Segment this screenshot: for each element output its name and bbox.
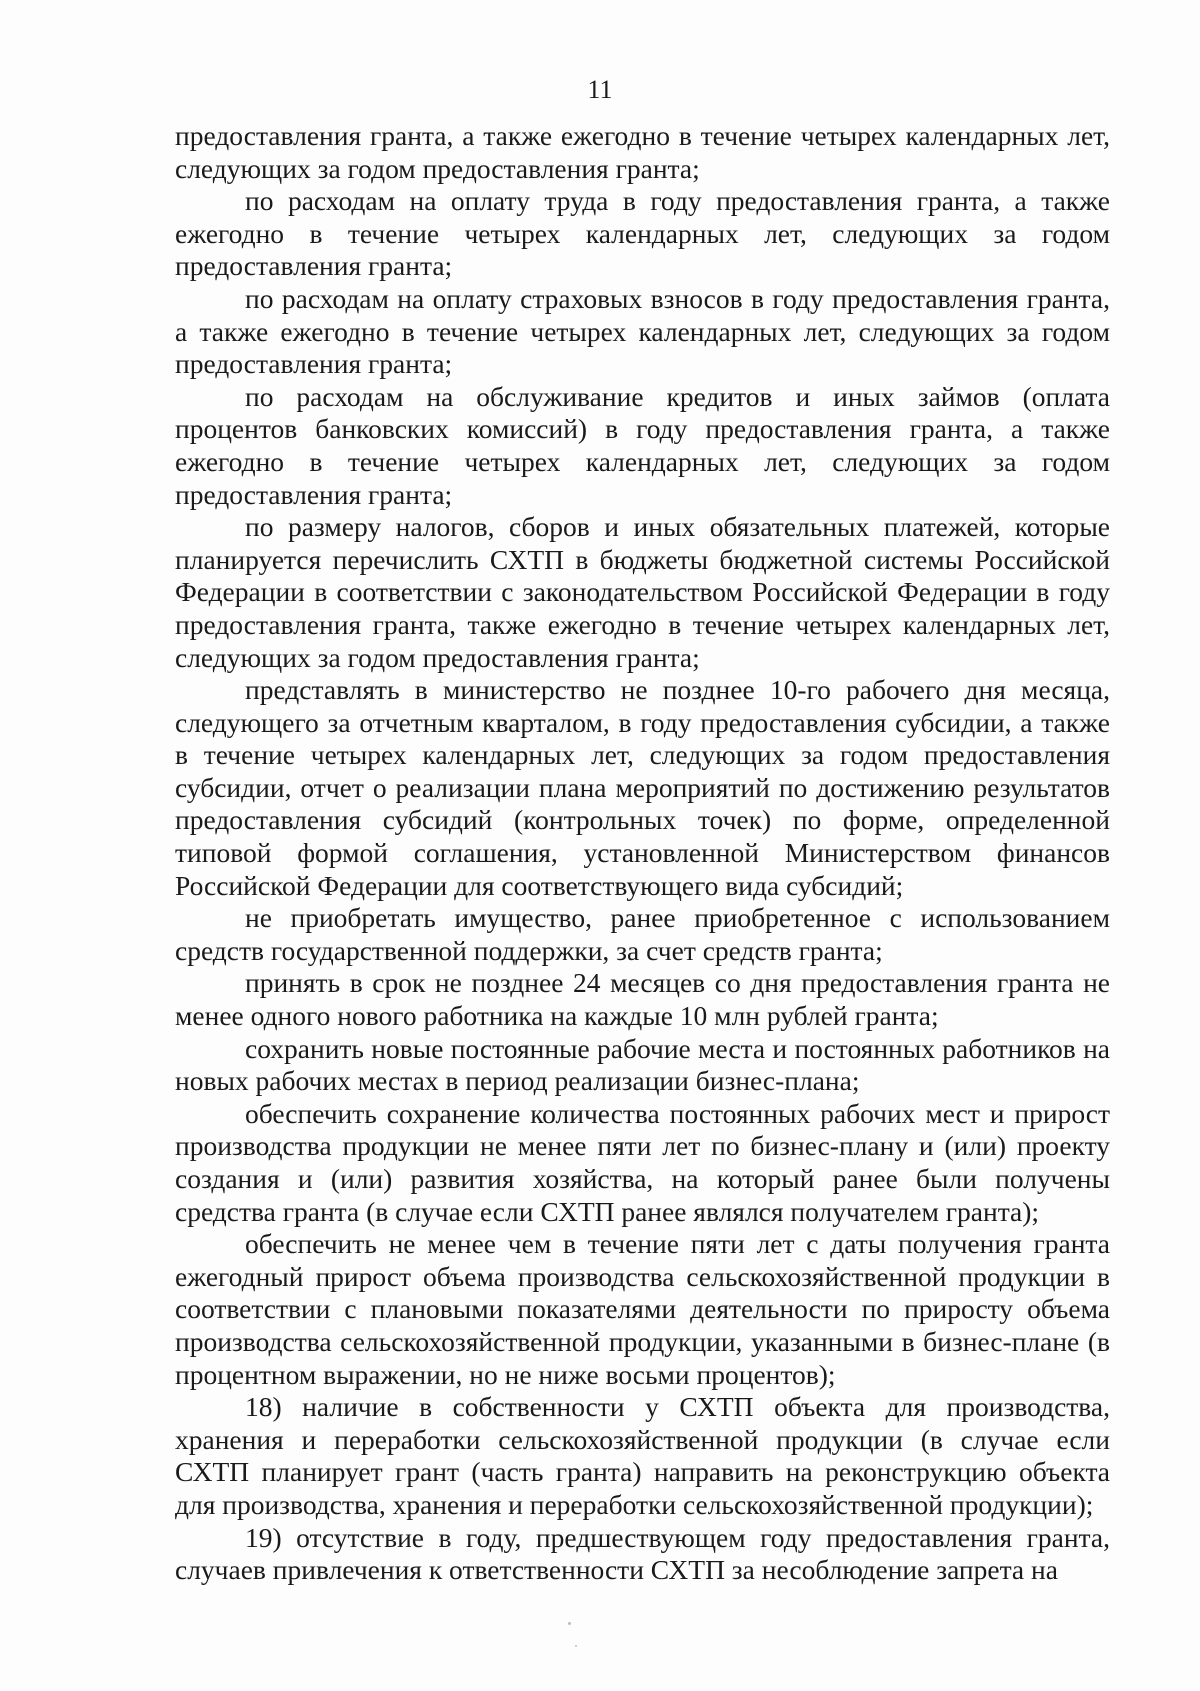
paragraph: сохранить новые постоянные рабочие места и постоянных работников на новых рабочих местах в период реализации бизнес-плана; [175,1032,1110,1097]
paragraph: 19) отсутствие в году, предшествующем году предоставления гранта, случаев привлечения к ответственности СХТП за несоблюдение запрета на [175,1521,1110,1586]
paragraph: принять в срок не позднее 24 месяцев со дня предоставления гранта не менее одного нового работника на каждые 10 млн рублей гранта; [175,967,1110,1032]
paragraph: по расходам на обслуживание кредитов и иных займов (оплата процентов банковских комиссий) в году предоставления гранта, а также ежегодно в течение четырех календарных лет, следующих за годом предоставления гранта; [175,380,1110,510]
document-body [175,120,1110,1587]
scan-speck [568,1622,571,1625]
paragraph: 18) наличие в собственности у СХТП объекта для производства, хранения и переработки сельскохозяйственной продукции (в случае если СХТП планирует грант (часть гранта) направить на реконструкцию объекта для производства, хранения и переработки сельскохозяйственной продукции); [175,1391,1110,1520]
paragraph: не приобретать имущество, ранее приобретенное с использованием средств государственной поддержки, за счет средств гранта; [175,902,1110,966]
paragraph: обеспечить не менее чем в течение пяти лет с даты получения гранта ежегодный прирост объема производства сельскохозяйственной продукции в соответствии с плановыми показателями деятельности по приросту объема производства сельскохозяйственной продукции, указанными в бизнес-плане (в процентном выражении, но не ниже восьми процентов); [175,1228,1110,1390]
paragraph: по расходам на оплату труда в году предоставления гранта, а также ежегодно в течение четырех календарных лет, следующих за годом предоставления гранта; [175,185,1110,282]
scan-speck [575,1645,577,1647]
paragraph: представлять в министерство не позднее 10-го рабочего дня месяца, следующего за отчетным кварталом, в году предоставления субсидии, а также в течение четырех календарных лет, следующих за годом предоставления субсидии, отчет о реализации плана мероприятий по достижению результатов предоставления субсидий (контрольных точек) по форме, определенной типовой формой соглашения, установленной Министерством финансов Российской Федерации для соответствующего вида субсидий; [175,674,1110,901]
paragraph: предоставления гранта, а также ежегодно в течение четырех календарных лет, следующих за годом предоставления гранта; [175,120,1110,184]
paragraph: по размеру налогов, сборов и иных обязательных платежей, которые планируется перечислить СХТП в бюджеты бюджетной системы Российской Федерации в соответствии с законодательством Российской Федерации в году предоставления гранта, также ежегодно в течение четырех календарных лет, следующих за годом предоставления гранта; [175,511,1110,673]
paragraph: обеспечить сохранение количества постоянных рабочих мест и прирост производства продукции не менее пяти лет по бизнес-плану и (или) проекту создания и (или) развития хозяйства, на который ранее были получены средства гранта (в случае если СХТП ранее являлся получателем гранта); [175,1097,1110,1227]
page-number: 11 [587,75,613,104]
paragraph: по расходам на оплату страховых взносов в году предоставления гранта, а также ежегодно в течение четырех календарных лет, следующих за годом предоставления гранта; [175,282,1110,380]
